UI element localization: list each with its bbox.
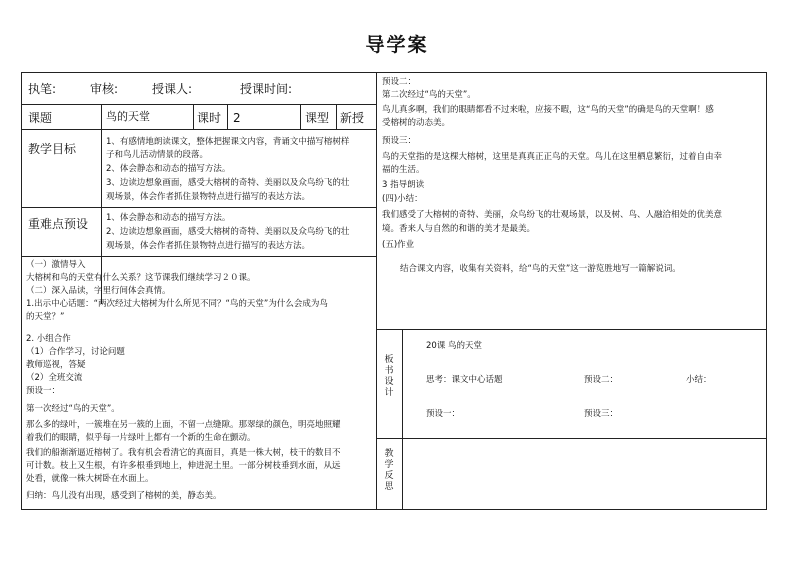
right-line: 第二次经过“鸟的天堂”。 (382, 90, 476, 100)
process-line: 我们的船渐渐逼近榕树了。我有机会看清它的真面目，真是一株大树，枝干的数目不 (26, 448, 341, 458)
cell-divider (402, 329, 403, 509)
process-line: 教师巡视，答疑 (26, 360, 86, 370)
type-label: 课型 (305, 111, 330, 125)
lesson-plan-table (21, 72, 767, 510)
right-line: 预设三： (382, 136, 417, 146)
goal-line: 子和鸟儿活动情景的段落。 (106, 150, 209, 160)
right-line: (五)作业 (382, 240, 415, 250)
process-line: 可计数。枝上又生根，有许多根垂到地上，伸进泥土里。一部分树枝垂到水面，从远 (26, 461, 341, 471)
row-divider (22, 104, 376, 105)
board-thinking: 思考：课文中心话题 (426, 375, 503, 385)
row-divider (376, 329, 766, 330)
row-divider (22, 256, 376, 257)
cell-divider (193, 104, 194, 129)
hours-label: 课时 (197, 111, 222, 125)
right-line: 结合课文内容，收集有关资料，给“鸟的天堂”这一游览胜地写一篇解说词。 (400, 264, 681, 274)
process-line: 1.出示中心话题：“两次经过大榕树为什么所见不同？“鸟的天堂”为什么会成为鸟 (26, 299, 328, 309)
right-line: 鸟的天堂指的是这棵大榕树，这里是真真正正鸟的天堂。鸟儿在这里栖息繁衍，过着自由幸 (382, 152, 723, 162)
board-preset3: 预设三： (584, 409, 619, 419)
row-divider (22, 129, 376, 130)
process-line: （2）全班交流 (26, 373, 83, 383)
process-line: （一）激情导入 (26, 260, 86, 270)
cell-divider (336, 104, 337, 129)
goal-line: 2、体会静态和动态的描写方法。 (106, 164, 231, 174)
keypoints-label: 重难点预设 (28, 217, 89, 231)
goal-line: 观场景，体会作者抓住景物特点进行描写的表达方法。 (106, 192, 311, 202)
row-divider (376, 438, 766, 439)
process-line: 归纳：鸟儿没有出现，感受到了榕树的美，静态美。 (26, 491, 222, 501)
board-label: 板书设计 (384, 355, 394, 398)
goal-line: 3、边读边想象画面，感受大榕树的奇特、美丽以及众鸟纷飞的壮 (106, 178, 350, 188)
right-line: 鸟儿真多啊，我们的眼睛都看不过来啦，应接不暇，这“鸟的天堂”的确是鸟的天堂啊！感 (382, 105, 714, 115)
goals-label: 教学目标 (28, 142, 77, 156)
process-line: 着我们的眼睛，似乎每一片绿叶上都有一个新的生命在颤动。 (26, 433, 256, 443)
hours-value: 2 (233, 111, 241, 125)
board-preset2: 预设二： (584, 375, 619, 385)
process-line: 第一次经过“鸟的天堂”。 (26, 404, 120, 414)
time-label: 授课时间: (240, 82, 293, 96)
center-divider (376, 73, 377, 509)
right-line: 福的生活。 (382, 165, 425, 175)
cell-divider (227, 104, 228, 129)
process-line: 处看，就像一株大树卧在水面上。 (26, 474, 154, 484)
right-line: 3 指导朗读 (382, 180, 425, 190)
page-title: 导学案 (365, 34, 429, 56)
right-line: 我们感受了大榕树的奇特、美丽，众鸟纷飞的壮观场景，以及树、鸟、人融洽相处的优美意 (382, 210, 723, 220)
topic-value: 鸟的天堂 (106, 110, 150, 123)
right-line: 境。香来人与自然的和谐的美才是最美。 (382, 224, 536, 234)
board-summary: 小结： (686, 375, 712, 385)
keypoint-line: 1、体会静态和动态的描写方法。 (106, 213, 231, 223)
board-preset1: 预设一： (426, 409, 461, 419)
right-line: 受榕树的动态美。 (382, 118, 451, 128)
reflection-label: 教学反思 (384, 449, 394, 492)
row-divider (22, 207, 376, 208)
process-line: 大榕树和鸟的天堂有什么关系？这节课我们继续学习２０课。 (26, 273, 256, 283)
right-line: (四)小结： (382, 194, 423, 204)
process-line: 预设一： (26, 386, 61, 396)
cell-divider (101, 104, 102, 129)
cell-divider (300, 104, 301, 129)
process-line: 那么多的绿叶，一簇堆在另一簇的上面，不留一点缝隙。那翠绿的颜色，明亮地照耀 (26, 420, 341, 430)
writer-label: 执笔: (28, 82, 57, 96)
board-heading: 20课 鸟的天堂 (426, 341, 483, 351)
keypoint-line: 2、边读边想象画面，感受大榕树的奇特、美丽以及众鸟纷飞的壮 (106, 227, 350, 237)
right-line: 预设二： (382, 77, 417, 87)
process-line: （1）合作学习，讨论问题 (26, 347, 125, 357)
topic-label: 课题 (28, 111, 53, 125)
type-value: 新授 (340, 111, 365, 125)
goal-line: 1、有感情地朗读课文，整体把握课文内容，背诵文中描写榕树样 (106, 137, 350, 147)
reviewer-label: 审核: (90, 82, 119, 96)
process-line: 的天堂？” (26, 312, 65, 322)
process-line: 2. 小组合作 (26, 334, 71, 344)
teacher-label: 授课人: (152, 82, 193, 96)
process-line: （二）深入品读，字里行间体会真情。 (26, 286, 171, 296)
keypoint-line: 观场景，体会作者抓住景物特点进行描写的表达方法。 (106, 241, 311, 251)
